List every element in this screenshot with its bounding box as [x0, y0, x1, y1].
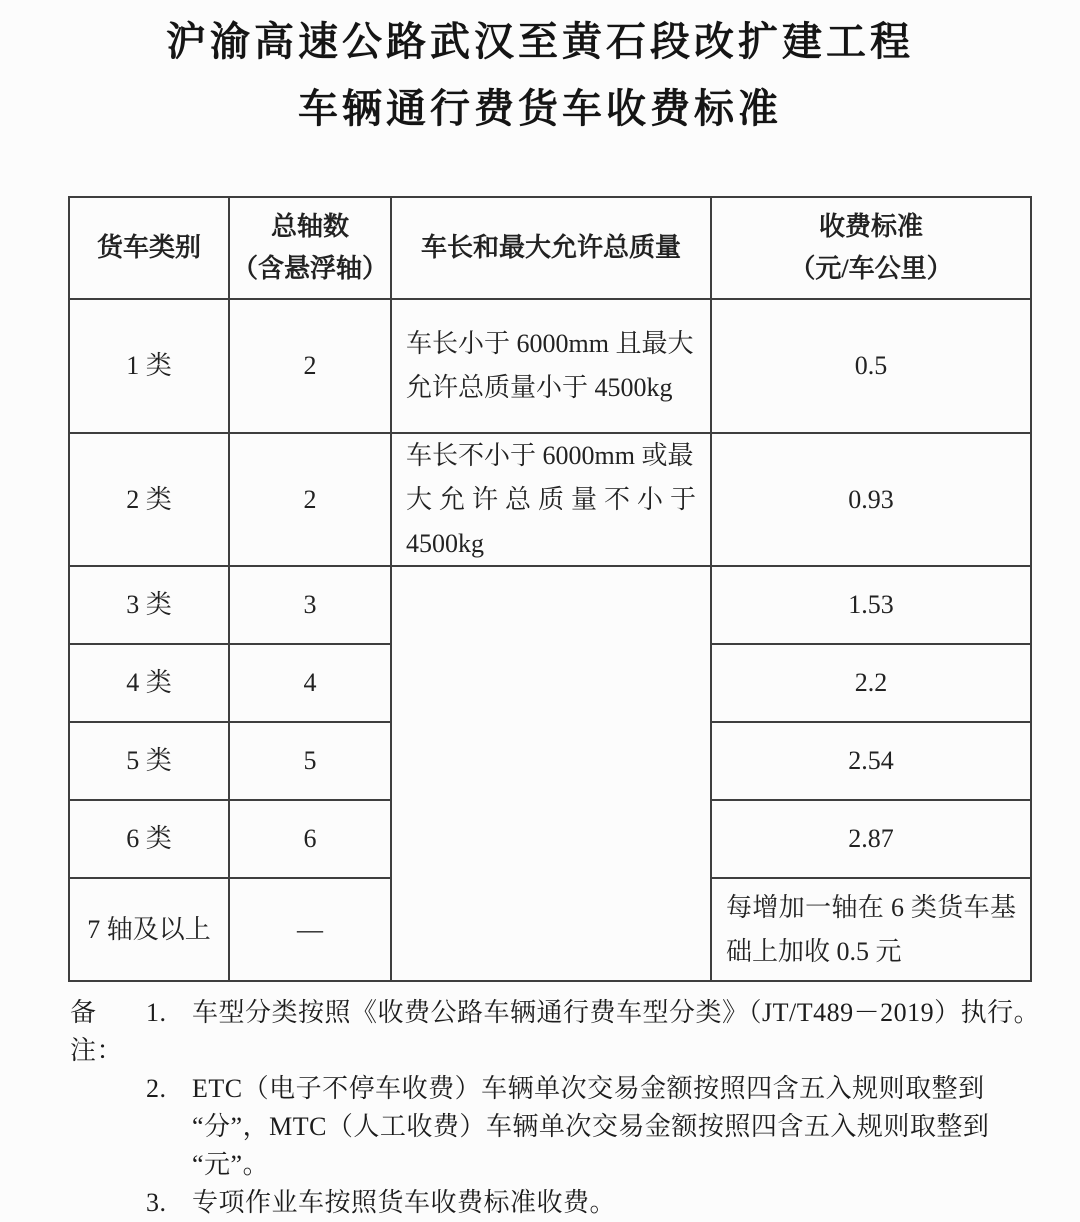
- header-length-mass-label: 车长和最大允许总质量: [420, 233, 681, 262]
- note-1-text: [192, 994, 1042, 1032]
- cell-rate-2: 0.93: [712, 434, 1032, 567]
- note-3-text: [192, 1184, 1042, 1222]
- note-2-line-1: ETC（电子不停车收费）车辆单次交易金额按照四含五入规则取整到: [192, 1074, 985, 1103]
- cell-category-6: 6 类: [70, 801, 230, 879]
- cell-rate-7: [712, 879, 1032, 982]
- title-line-1: 沪渝高速公路武汉至黄石段改扩建工程: [166, 19, 914, 64]
- note-1-number: 1.: [146, 998, 167, 1027]
- rate-7-line-1: 每增加一轴在 6 类货车基: [726, 892, 1016, 922]
- cell-category-4: 4 类: [70, 645, 230, 723]
- cell-rate-6: 2.87: [712, 801, 1032, 879]
- header-cell-axles: [230, 198, 392, 300]
- note-3-line-1: 专项作业车按照货车收费标准收费。: [192, 1188, 617, 1217]
- cell-axles-5: 5: [230, 723, 392, 801]
- note-item-1: [70, 994, 1042, 1070]
- header-rate-line2: （元/车公里）: [789, 254, 953, 283]
- note-2-number: 2.: [146, 1074, 167, 1103]
- header-cell-length-mass: [392, 198, 712, 300]
- cell-desc-2: [392, 434, 712, 567]
- cell-category-7: 7 轴及以上: [70, 879, 230, 982]
- header-rate-line1: 收费标准: [818, 212, 923, 241]
- header-axles-line1: 总轴数: [270, 212, 349, 241]
- cell-axles-4: 4: [230, 645, 392, 723]
- desc-2-line-1: 车长不小于 6000mm 或最: [406, 440, 694, 470]
- header-axles-line2: （含悬浮轴）: [231, 254, 388, 283]
- cell-category-3: 3 类: [70, 567, 230, 645]
- cell-axles-3: 3: [230, 567, 392, 645]
- cell-category-1: 1 类: [70, 300, 230, 434]
- cell-rate-3: 1.53: [712, 567, 1032, 645]
- note-3-number: 3.: [146, 1188, 167, 1217]
- cell-category-2: 2 类: [70, 434, 230, 567]
- cell-category-5: 5 类: [70, 723, 230, 801]
- desc-2-line-2: 大允许总质量不小于: [406, 484, 696, 514]
- note-2-text: [192, 1070, 1042, 1184]
- cell-rate-4: 2.2: [712, 645, 1032, 723]
- note-item-3: [70, 1184, 1042, 1222]
- cell-axles-6: 6: [230, 801, 392, 879]
- cell-axles-7: —: [230, 879, 392, 982]
- toll-rate-table: [68, 196, 1032, 982]
- cell-desc-1: [392, 300, 712, 434]
- cell-axles-1: 2: [230, 300, 392, 434]
- note-2-line-2: “分”，MTC（人工收费）车辆单次交易金额按照四含五入规则取整到: [192, 1112, 990, 1141]
- rate-7-line-2: 础上加收 0.5 元: [726, 936, 902, 966]
- cell-axles-2: 2: [230, 434, 392, 567]
- cell-rate-1: 0.5: [712, 300, 1032, 434]
- desc-1-line-1: 车长小于 6000mm 且最大: [406, 329, 694, 358]
- header-cell-rate: [712, 198, 1032, 300]
- desc-1-line-2: 允许总质量小于 4500kg: [406, 373, 673, 402]
- title-line-2: 车辆通行费货车收费标准: [298, 86, 782, 131]
- document-title: [0, 8, 1080, 142]
- note-1-line-1: 车型分类按照《收费公路车辆通行费车型分类》（JT/T489－2019）执行。: [192, 998, 1041, 1027]
- cell-rate-5: 2.54: [712, 723, 1032, 801]
- header-category-label: 货车类别: [96, 233, 201, 262]
- header-cell-category: [70, 198, 230, 300]
- notes-label: 备注：: [70, 998, 124, 1065]
- note-item-2: [70, 1070, 1042, 1184]
- cell-desc-merged-empty: [392, 567, 712, 982]
- note-2-line-3: “元”。: [192, 1150, 270, 1179]
- notes-section: [70, 994, 1042, 1222]
- desc-2-line-3: 4500kg: [406, 528, 484, 558]
